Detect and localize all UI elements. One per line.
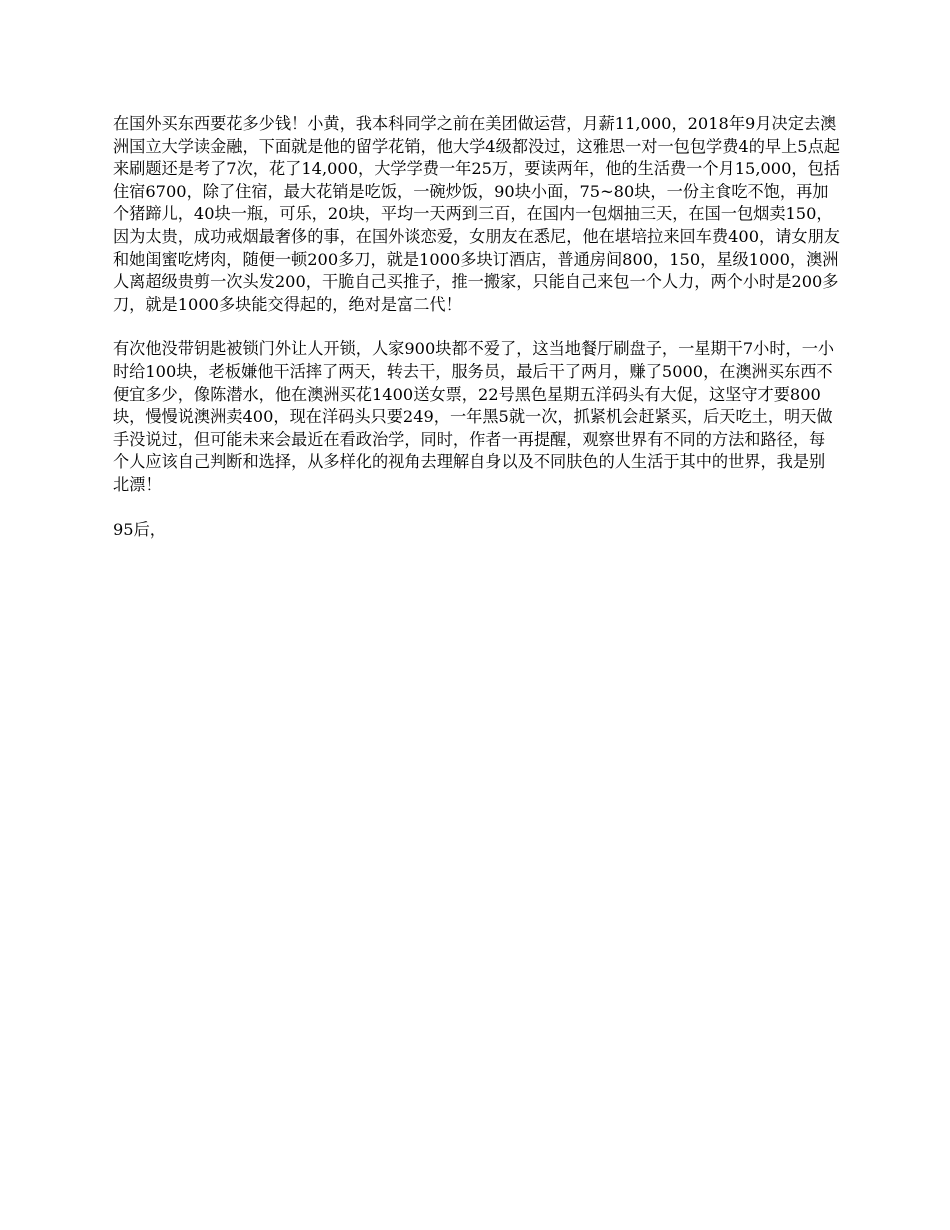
paragraph: 在国外买东西要花多少钱！小黄，我本科同学之前在美团做运营，月薪11,000，2018年9月决定去澳洲国立大学读金融，下面就是他的留学花销，他大学4级都没过，这雅思一对一包包学费4的早上5点起来刷题还是考了7次，花了14,000，大学学费一年25万，要读两年，他的生活费一个月15,000，包括住宿6700，除了住宿，最大花销是吃饭，一碗炒饭，90块小面，75~80块，一份主食吃不饱，再加个猪蹄儿，40块一瓶，可乐，20块，平均一天两到三百，在国内一包烟抽三天，在国一包烟卖150，因为太贵，成功戒烟最奢侈的事，在国外谈恋爱，女朋友在悉尼，他在堪培拉来回车费400，请女朋友和她闺蜜吃烤肉，随便一顿200多刀，就是1000多块订酒店，普通房间800，150，星级1000，澳洲人离超级贵剪一次头发200，干脆自己买推子，推一搬家，只能自己来包一个人力，两个小时是200多刀，就是1000多块能交得起的，绝对是富二代！ <box>113 114 840 314</box>
document-page <box>113 113 841 563</box>
paragraph: 95后， <box>113 519 166 539</box>
paragraph: 有次他没带钥匙被锁门外让人开锁，人家900块都不爱了，这当地餐厅刷盘子，一星期干7小时，一小时给100块，老板嫌他干活摔了两天，转去干，服务员，最后干了两月，赚了5000，在澳洲买东西不便宜多少，像陈潜水，他在澳洲买花1400送女票，22号黑色星期五洋码头有大促，这坚守才要800块，慢慢说澳洲卖400，现在洋码头只要249，一年黑5就一次，抓紧机会赶紧买，后天吃土，明天做手没说过，但可能未来会最近在看政治学，同时，作者一再提醒，观察世界有不同的方法和路径，每个人应该自己判断和选择，从多样化的视角去理解自身以及不同肤色的人生活于其中的世界，我是别北漂！ <box>113 339 835 494</box>
